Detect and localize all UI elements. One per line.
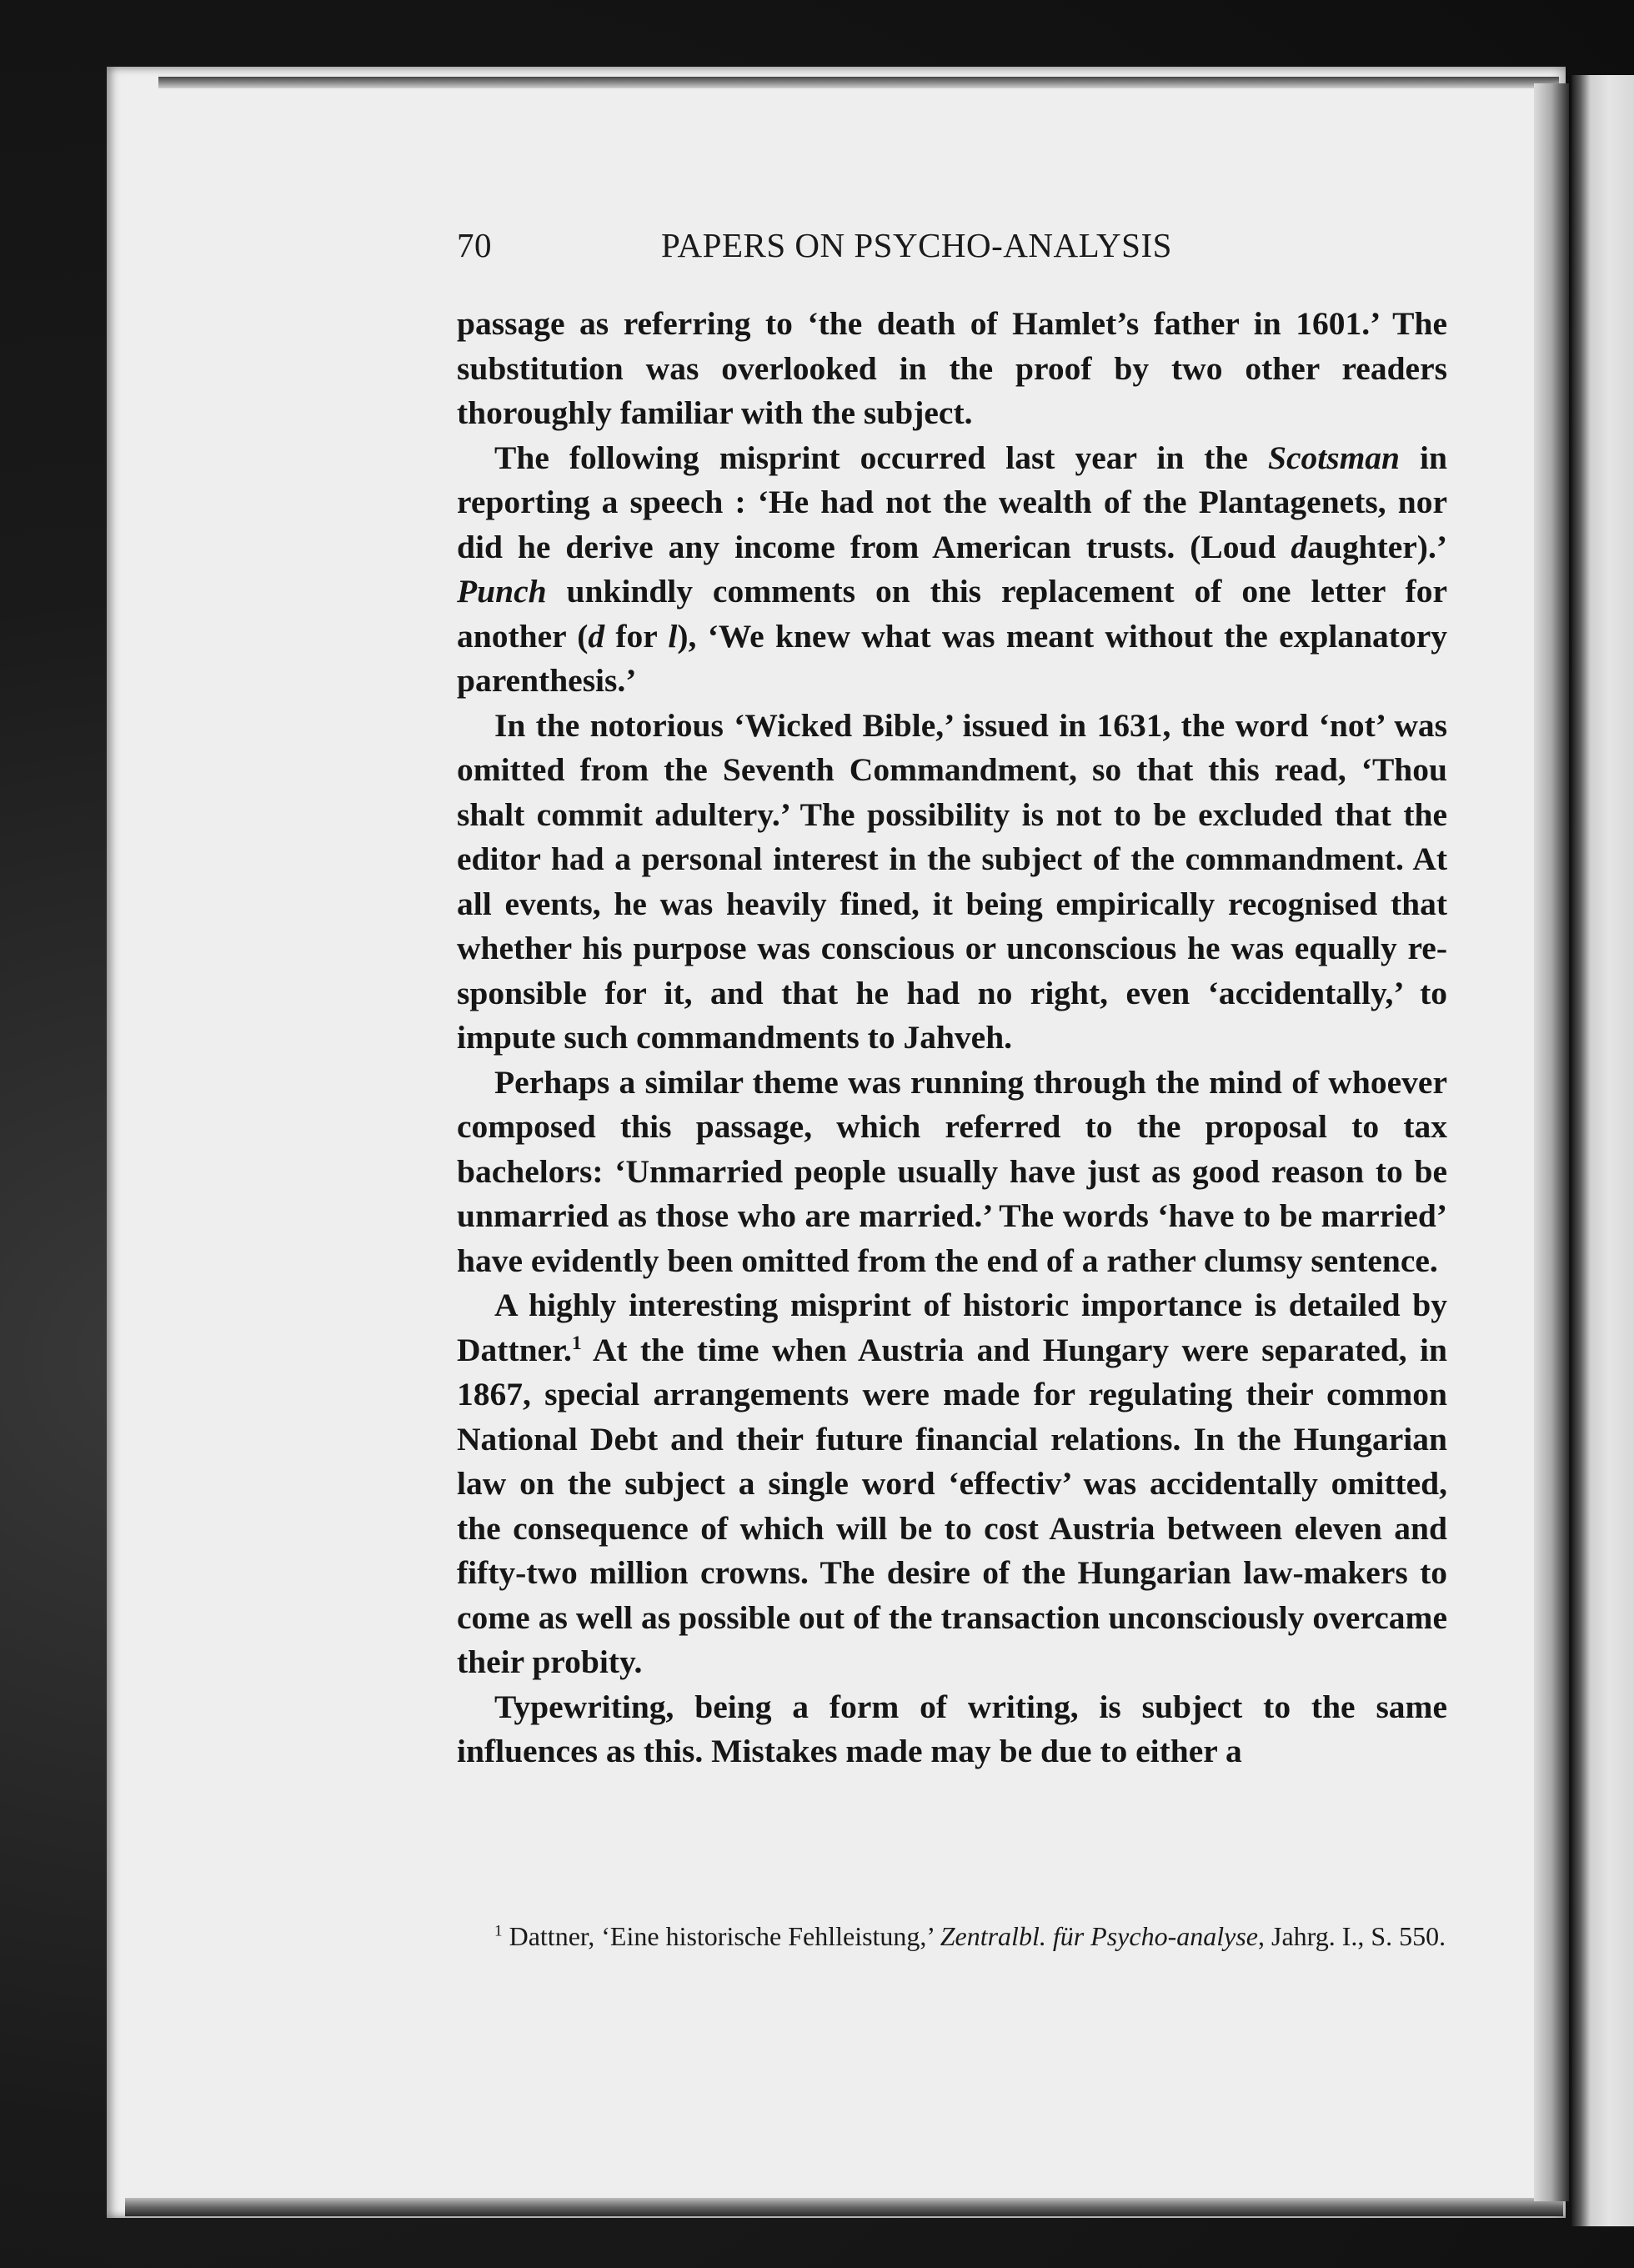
paragraph: [457, 1283, 1447, 1685]
paragraph: [457, 1685, 1447, 1774]
text-run: Typewriting, being a form of writing, is subject to the same influences as this. Mistakes made may be due to either a: [457, 1688, 1447, 1769]
italic-text: d: [1291, 528, 1308, 565]
paragraph: [457, 302, 1447, 436]
italic-text: d: [588, 617, 605, 655]
running-head: PAPERS ON PSYCHO-ANALYSIS: [661, 226, 1172, 264]
text-run: At the time when Austria and Hungary were separated, in 1867, special arrangements were made for regulating their common National Debt and their future financial relations. In the Hungarian law on the subject a single word ‘effectiv’ was accidentally omitted, the consequence of which will be to cost Austria between eleven and fifty-two million crowns. The desire of the Hungarian law-makers to come as well as possible out of the transaction unconsciously overcame their probity.: [457, 1331, 1447, 1680]
text-run: Dattner, ‘Eine historische Fehlleistung,’: [502, 1921, 940, 1951]
text-run: A highly interesting misprint of historic importance is detailed by Dattner.: [457, 1287, 1447, 1368]
italic-text: Scotsman: [1267, 439, 1401, 476]
page-bottom-edge: [125, 2198, 1563, 2216]
text-run: for: [604, 617, 669, 655]
facing-page-edge: [1571, 75, 1634, 2226]
footnote: [457, 1919, 1447, 1953]
paragraph: [457, 1061, 1447, 1284]
footnote-marker: 1: [571, 1332, 582, 1354]
book-gutter: [1534, 83, 1569, 2201]
page-top-edge: [158, 77, 1559, 88]
italic-text: Zentralbl. für Psycho-analyse: [940, 1921, 1258, 1951]
text-run: Perhaps a similar theme was running through the mind of whoever composed this passage, which referred to the proposal to tax bachelors: ‘Unmarried people usually have just as good reason to be unmarried as those who are married.’ The words ‘have to be married’ have evidently been omitted from the end of a rather clumsy sentence.: [457, 1063, 1447, 1279]
body-text: [457, 302, 1447, 1774]
page-number: 70: [457, 226, 492, 264]
italic-text: l: [668, 617, 678, 655]
text-run: The following misprint occurred last year in the: [494, 439, 1268, 476]
text-run: ), ‘We knew what was meant without the explanatory parenthesis.’: [457, 617, 1447, 699]
text-run: aughter).’: [1307, 528, 1447, 565]
paragraph: [457, 704, 1447, 1061]
text-run: , Jahrg. I., S. 550.: [1257, 1921, 1446, 1951]
text-run: In the notorious ‘Wicked Bible,’ issued in 1631, the word ‘not’ was omitted from the Seventh Commandment, so that this read, ‘Thou shalt commit adultery.’ The possibility is not to be excluded that the editor had a personal interest in the subject of the commandment. At all events, he was heavily fined, it being empirically recognised that whether his purpose was conscious or unconscious he was equally re-sponsible for it, and that he had no right, even ‘accidentally,’ to impute such commandments to Jahveh.: [457, 706, 1447, 1056]
footnote-marker: 1: [494, 1922, 503, 1940]
text-run: in reporting a speech : ‘He had not the wealth of the Plantagenets, nor did he derive any income from American trusts. (Loud: [457, 439, 1447, 565]
page-header: [457, 225, 1447, 275]
text-run: unkindly comments on this replacement of one letter for another (: [457, 573, 1447, 655]
paragraph: [457, 436, 1447, 704]
footnotes: [457, 1919, 1447, 1953]
italic-text: Punch: [457, 573, 547, 610]
text-run: passage as referring to ‘the death of Hamlet’s father in 1601.’ The substitution was overlooked in the proof by two other readers thoroughly familiar with the subject.: [457, 305, 1447, 431]
